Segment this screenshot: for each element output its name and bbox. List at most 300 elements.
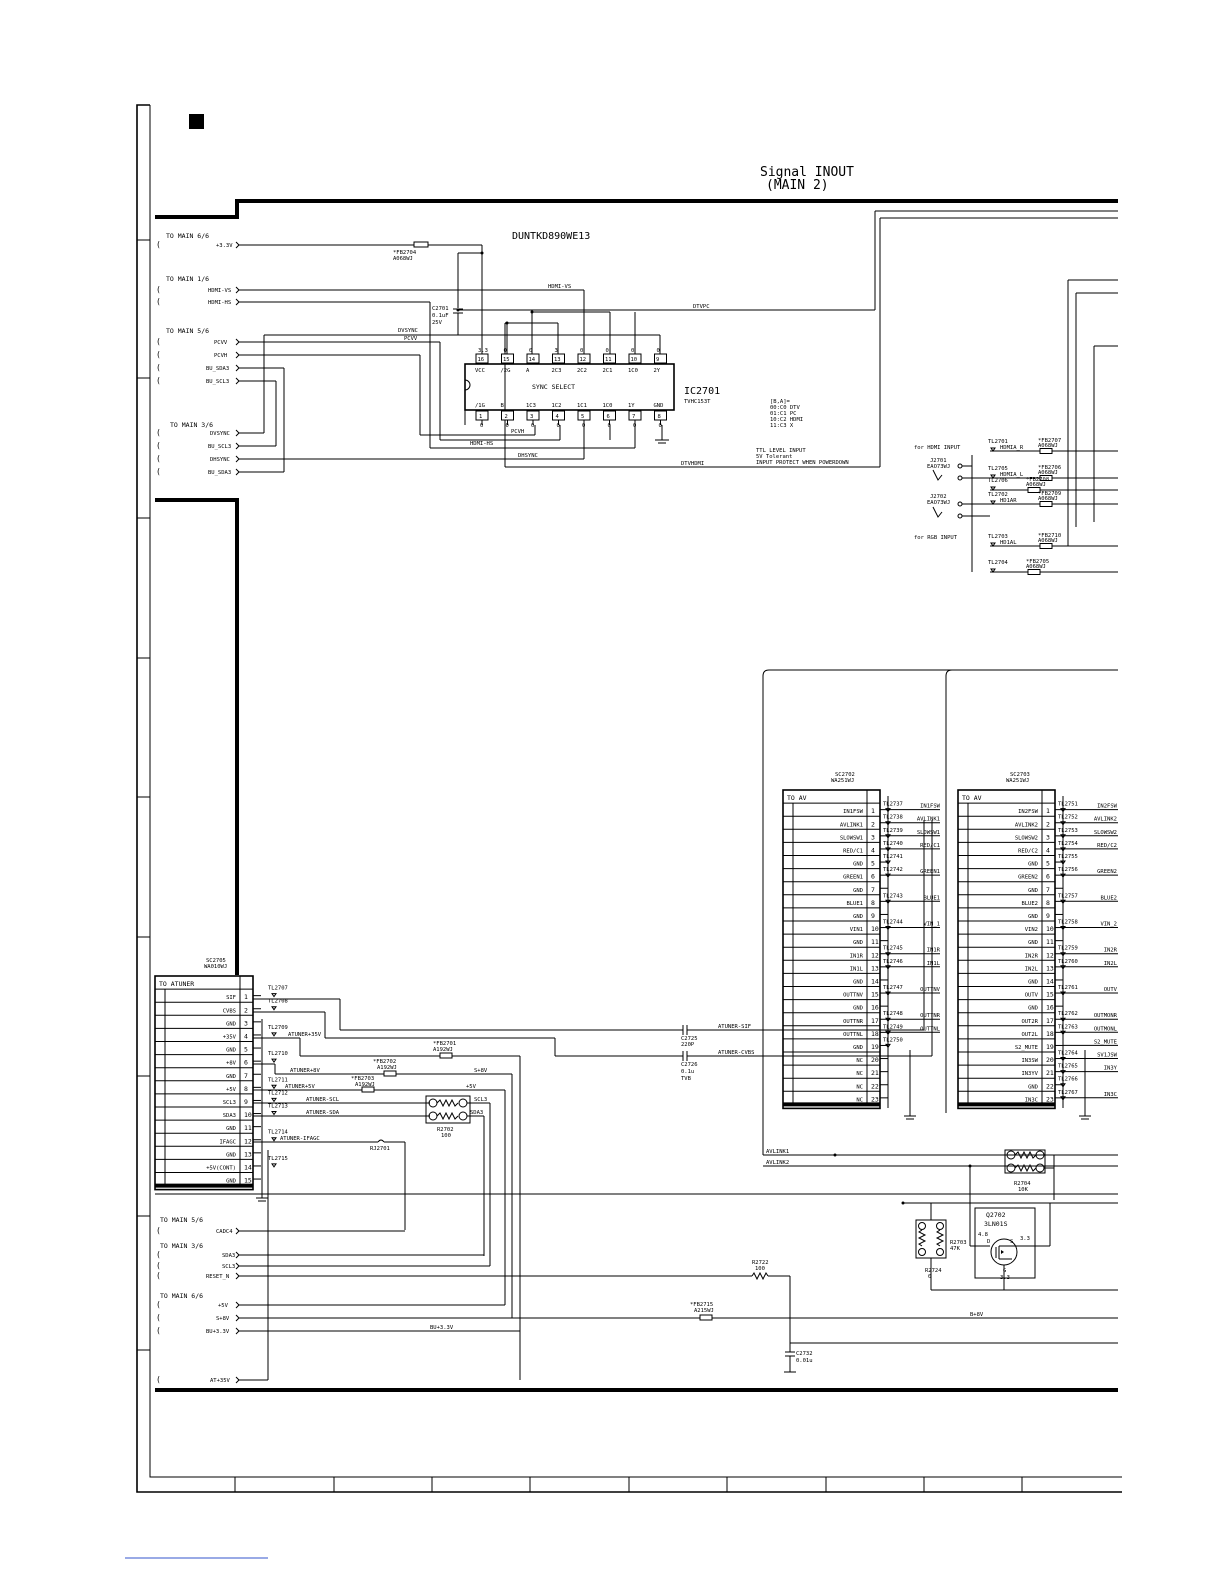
connector-header: TO ATUNER (159, 980, 195, 989)
svg-text:00:C0 DTV: 00:C0 DTV (770, 405, 800, 411)
connector-pin-name: OUTV (1024, 992, 1038, 999)
connector-pin-name: OUT2L (1021, 1031, 1038, 1038)
ic2701-pin-name: 1C1 (577, 403, 587, 409)
connector-pin-name: GND (853, 940, 863, 947)
net-label: IN2R (1103, 947, 1117, 954)
title-line2: (MAIN 2) (766, 178, 829, 193)
svg-text:DTVHDMI: DTVHDMI (681, 461, 705, 467)
title-line1: Signal INOUT (760, 165, 854, 180)
net-label: OUTTNL (920, 1026, 940, 1033)
ic2701-pin-name: 2C3 (551, 368, 562, 374)
svg-text:TVB: TVB (681, 1076, 691, 1082)
svg-text:(: ( (156, 441, 161, 450)
fb-ref: *FB2708 (1026, 477, 1050, 483)
tl-label: TL2759 (1058, 945, 1078, 952)
svg-text:(: ( (156, 376, 161, 385)
net-label: AVLINK1 (916, 816, 940, 823)
connector-pin-name: GND (226, 1126, 236, 1133)
svg-text:[B,A]=: [B,A]= (770, 399, 790, 405)
connector-pin-name: GND (853, 1005, 863, 1012)
connector-pin-number: 19 (1046, 1043, 1054, 1051)
fb-part: A068WJ (1026, 482, 1046, 488)
tl-label: TL2738 (883, 814, 903, 821)
svg-text:ATUNER-IFAGC: ATUNER-IFAGC (280, 1136, 320, 1142)
connector-pin-name: NC (856, 1097, 863, 1104)
left-connectors-bottom (156, 1150, 1118, 1384)
ic2701-pin-number: 2 (504, 414, 508, 420)
svg-text:0.1u: 0.1u (681, 1069, 695, 1075)
connector-pin-number: 10 (1046, 925, 1054, 934)
svg-text:+5V: +5V (218, 1303, 228, 1309)
tl-label: TL2760 (1058, 958, 1078, 965)
connector-pin-number: 6 (871, 872, 875, 881)
tl-label: TL2704 (988, 560, 1008, 566)
tl-label: TL2743 (883, 893, 903, 900)
tl-label: TL2750 (883, 1037, 903, 1044)
tl-label: TL2765 (1058, 1063, 1078, 1070)
component-fb2704 (393, 250, 417, 262)
net-label: IN1L (926, 960, 940, 967)
tl-label: TL2767 (1058, 1089, 1078, 1096)
svg-text:(: ( (156, 1326, 161, 1335)
connector-pin-number: 2 (244, 1006, 248, 1015)
svg-text:ATUNER+35V: ATUNER+35V (288, 1032, 322, 1038)
svg-text:AVLINK2: AVLINK2 (766, 1160, 790, 1166)
connector-pin-number: 14 (871, 977, 879, 986)
svg-text:SDA3: SDA3 (222, 1253, 236, 1259)
svg-text:PCVV: PCVV (214, 340, 228, 346)
connector-pin-name: GREEN1 (843, 874, 863, 881)
connector-pin-number: 11 (244, 1124, 252, 1133)
svg-text:BU+3.3V: BU+3.3V (430, 1325, 454, 1331)
connector-pin-name: SLOWSW1 (839, 835, 863, 842)
ic2701-pin-name: 1C0 (628, 368, 638, 374)
connector-pin-number: 6 (244, 1058, 248, 1067)
svg-text:DVSYNC: DVSYNC (210, 431, 230, 437)
net-label: VIN_2 (1100, 921, 1117, 928)
ic2701-pin-name: A (526, 368, 530, 374)
tl-label: TL2753 (1058, 827, 1078, 834)
connector-pin-number: 9 (1046, 912, 1050, 920)
connector-pin-number: 16 (1046, 1003, 1054, 1012)
svg-text:*FB2703: *FB2703 (351, 1076, 375, 1082)
svg-text:BU_SDA3: BU_SDA3 (206, 366, 230, 372)
svg-text:TO MAIN 6/6: TO MAIN 6/6 (166, 232, 210, 240)
connector-pin-name: BLUE1 (846, 900, 863, 907)
svg-text:0: 0 (928, 1274, 932, 1280)
fb-ref: *FB2710 (1038, 533, 1062, 539)
svg-text:(: ( (156, 1261, 161, 1270)
svg-text:DTVPC: DTVPC (693, 304, 710, 310)
svg-text:INPUT PROTECT WHEN POWERDOWN: INPUT PROTECT WHEN POWERDOWN (756, 460, 849, 466)
svg-text:(: ( (156, 337, 161, 346)
svg-text:S+8V: S+8V (474, 1068, 488, 1074)
connector-pin-number: 13 (1046, 964, 1054, 973)
ic2701-pin-name: 2C1 (602, 368, 613, 374)
tl-label: TL2706 (988, 478, 1008, 484)
connector-pin-name: GND (226, 1073, 236, 1080)
ic2701-pin-voltage: 0 (503, 348, 507, 354)
svg-text:4.8: 4.8 (978, 1232, 988, 1238)
svg-text:J2701: J2701 (930, 458, 947, 464)
svg-text:TO MAIN 5/6: TO MAIN 5/6 (166, 327, 210, 335)
connector-pin-number: 4 (1046, 846, 1050, 855)
connector-pin-name: GND (1028, 1005, 1038, 1012)
svg-text:CADC4: CADC4 (216, 1229, 233, 1235)
svg-text:0.1uF: 0.1uF (432, 313, 449, 319)
connector-pin-number: 16 (871, 1003, 879, 1012)
svg-text:HDMI-HS: HDMI-HS (470, 441, 494, 447)
ic2701-pin-voltage: 0 (633, 423, 637, 429)
svg-text:TVHC153T: TVHC153T (684, 399, 711, 405)
svg-text:100: 100 (441, 1133, 451, 1139)
ic2701-truth-table (770, 399, 803, 429)
tl-label: TL2745 (883, 945, 903, 952)
ic2701-pin-voltage: 0 (605, 348, 609, 354)
connector-body (958, 790, 1055, 1108)
svg-text:(: ( (156, 1375, 161, 1384)
svg-text:EAO73WJ: EAO73WJ (927, 464, 951, 470)
ic2701-pin-number: 6 (606, 414, 610, 420)
connector-pin-number: 8 (244, 1084, 248, 1093)
tl-label: TL2749 (883, 1024, 903, 1031)
tl-label: TL2751 (1058, 801, 1078, 808)
svg-text:01:C1 PC: 01:C1 PC (770, 411, 797, 417)
connector-pin-number: 3 (871, 833, 875, 842)
net-label: IN1R (926, 947, 940, 954)
connector-pin-number: 3 (244, 1019, 248, 1028)
svg-text:AT+35V: AT+35V (210, 1378, 230, 1384)
connector-pin-number: 15 (1046, 990, 1054, 999)
svg-text:R2724: R2724 (925, 1268, 942, 1274)
ic2701-pin-name: /1G (475, 403, 485, 409)
net-label: OUTTNV (920, 987, 940, 993)
tl-label: TL2705 (988, 466, 1008, 472)
tl-label: TL2710 (268, 1051, 288, 1058)
net-label: SV1JSW (1097, 1052, 1117, 1059)
tl-label: TL2762 (1058, 1011, 1078, 1018)
svg-text:WA251WJ: WA251WJ (831, 778, 855, 784)
svg-text:DHSYNC: DHSYNC (210, 457, 230, 463)
svg-text:HDMI-VS: HDMI-VS (208, 288, 232, 294)
connector-pin-number: 6 (1046, 872, 1050, 881)
connector-pin-name: IN2R (1024, 953, 1038, 960)
connector-pin-name: GND (853, 914, 863, 920)
connector-pin-number: 5 (244, 1045, 248, 1054)
svg-text:(: ( (156, 240, 161, 249)
connector-header: TO AV (787, 794, 807, 803)
svg-text:S: S (1010, 1239, 1014, 1245)
tl-label: TL2755 (1058, 854, 1078, 860)
connector-pin-number: 22 (1046, 1082, 1054, 1091)
svg-text:DVSYNC: DVSYNC (398, 328, 418, 334)
tl-label: TL2712 (268, 1090, 288, 1097)
connector-pin-number: 5 (871, 859, 875, 868)
svg-text:ATUNER+5V: ATUNER+5V (285, 1084, 315, 1090)
ic2701-pin-name: 2Y (653, 368, 661, 374)
tl-label: TL2758 (1058, 919, 1078, 926)
svg-text:BU_SDA3: BU_SDA3 (208, 470, 232, 476)
connector-pin-name: GND (1028, 887, 1038, 894)
tl-label: TL2752 (1058, 814, 1078, 821)
connector-pin-number: 13 (244, 1150, 252, 1159)
tl-label: TL2763 (1058, 1024, 1078, 1031)
connector-pin-name: OUTTNL (843, 1031, 863, 1038)
svg-text:(: ( (156, 297, 161, 306)
connector-pin-name: GND (226, 1178, 236, 1185)
connector-pin-number: 1 (871, 807, 875, 816)
sheet-frame (125, 105, 1122, 1558)
tl-label: TL2739 (883, 827, 903, 834)
svg-text:A192WJ: A192WJ (377, 1065, 397, 1071)
connector-pin-name: SCL3 (222, 1100, 236, 1106)
svg-text:TO MAIN 3/6: TO MAIN 3/6 (160, 1242, 204, 1250)
svg-text:*FB2704: *FB2704 (393, 250, 417, 256)
fb-part: A068WJ (1038, 496, 1058, 502)
svg-text:RESET_N: RESET_N (206, 1274, 230, 1280)
connector-pin-name: VIN1 (849, 927, 863, 934)
ic2701-pin-number: 16 (477, 357, 485, 363)
ic2701-note (756, 448, 849, 466)
connector-pin-number: 9 (871, 912, 875, 920)
connector-sc2702 (783, 772, 941, 1119)
tl-label: TL2713 (268, 1103, 288, 1110)
ic2701-pin-number: 13 (554, 357, 561, 363)
connector-pin-number: 4 (871, 846, 875, 855)
ic2701-pin-voltage: 0 (582, 423, 586, 429)
svg-text:SYNC SELECT: SYNC SELECT (532, 383, 576, 391)
svg-text:(: ( (156, 1250, 161, 1259)
svg-text:(: ( (156, 1300, 161, 1309)
component-c2701 (432, 306, 449, 326)
net-label: SLOWSW1 (916, 829, 940, 836)
connector-pin-number: 10 (871, 925, 879, 934)
fb-ref: *FB2705 (1026, 559, 1050, 565)
tl-label: TL2715 (268, 1155, 288, 1162)
ic2701-pin-voltage: 0 (480, 423, 484, 429)
ic2701-pin-voltage: 0 (656, 348, 660, 354)
connector-pin-name: IN2L (1024, 966, 1038, 973)
svg-text:(: ( (156, 285, 161, 294)
ic2701-pin-voltage: 3.3 (478, 348, 488, 354)
svg-text:S+8V: S+8V (216, 1316, 230, 1322)
svg-text:100: 100 (755, 1266, 765, 1272)
net-label: HDMIA_L (1000, 472, 1024, 478)
svg-text:J2702: J2702 (930, 494, 947, 500)
connector-pin-name: OUT2R (1021, 1018, 1038, 1025)
svg-text:G: G (1003, 1268, 1007, 1274)
connector-pin-number: 20 (1046, 1056, 1054, 1065)
svg-text:A068WJ: A068WJ (393, 256, 413, 262)
connector-pin-number: 11 (1046, 938, 1054, 947)
ic2701-pin-number: 4 (555, 414, 559, 420)
svg-text:*FB2702: *FB2702 (373, 1059, 397, 1065)
svg-text:DHSYNC: DHSYNC (518, 453, 538, 459)
connector-pin-name: +35V (222, 1034, 236, 1041)
connector-pin-number: 21 (871, 1069, 879, 1078)
connector-pin-name: GND (853, 861, 863, 868)
hdmi-rgb-input (914, 438, 1118, 575)
svg-text:+5V: +5V (466, 1084, 476, 1090)
tl-label: TL2746 (883, 958, 903, 965)
ic2701-pin-number: 12 (579, 357, 587, 363)
connector-pin-name: GND (226, 1152, 236, 1159)
tl-label: TL2707 (268, 985, 288, 992)
connector-pin-number: 2 (871, 820, 875, 829)
connector-pin-number: 7 (871, 885, 875, 894)
svg-text:C2732: C2732 (796, 1351, 813, 1357)
fb-ref: *FB2706 (1038, 465, 1062, 471)
svg-text:TO MAIN 5/6: TO MAIN 5/6 (160, 1216, 204, 1224)
connector-pin-name: GREEN2 (1018, 874, 1038, 881)
tl-label: TL2761 (1058, 985, 1078, 991)
svg-text:(: ( (156, 350, 161, 359)
ic2701-pin-number: 10 (630, 357, 638, 363)
tl-label: TL2766 (1058, 1076, 1078, 1083)
connector-pin-number: 22 (871, 1082, 879, 1091)
ic2701-pin-number: 1 (479, 414, 483, 420)
connector-pin-number: 14 (244, 1163, 252, 1172)
svg-text:BU_SCL3: BU_SCL3 (208, 444, 232, 450)
connector-pin-name: IN1FSW (843, 809, 863, 816)
connector-sc2703 (958, 772, 1118, 1119)
ic2701-pin-number: 11 (605, 357, 612, 363)
fb-ref: *FB2709 (1038, 491, 1062, 497)
net-label: VIN_1 (923, 921, 940, 928)
connector-pin-number: 23 (1046, 1095, 1054, 1104)
connector-pin-number: 12 (871, 951, 879, 960)
connector-pin-name: AVLINK1 (839, 822, 863, 829)
svg-text:PCVH: PCVH (511, 429, 525, 435)
svg-text:+3.3V: +3.3V (216, 243, 233, 249)
wires-tuner (253, 820, 932, 1380)
svg-text:(: ( (156, 1313, 161, 1322)
svg-text:BU_SCL3: BU_SCL3 (206, 379, 230, 385)
fb-part: A068WJ (1038, 470, 1058, 476)
connector-sc2705 (155, 958, 289, 1201)
tl-label: TL2741 (883, 854, 903, 860)
svg-text:A192WJ: A192WJ (433, 1047, 453, 1053)
ic2701-pin-name: GND (653, 403, 664, 409)
connector-pin-name: SIF (226, 995, 236, 1002)
tl-label: TL2702 (988, 492, 1008, 498)
svg-text:PCVV: PCVV (404, 336, 418, 342)
svg-text:AVLINK1: AVLINK1 (766, 1149, 790, 1155)
ic2701-pin-voltage: 0 (529, 348, 533, 354)
svg-text:R2703: R2703 (950, 1240, 967, 1246)
connector-pin-number: 3 (1046, 833, 1050, 842)
ic2701-pin-voltage: 0 (607, 423, 611, 429)
connector-pin-name: +5V(CONT) (206, 1165, 236, 1172)
svg-text:for HDMI INPUT: for HDMI INPUT (914, 445, 961, 451)
svg-text:TO MAIN 3/6: TO MAIN 3/6 (170, 421, 214, 429)
connector-pin-number: 1 (244, 993, 248, 1002)
svg-text:ATUNER-SCL: ATUNER-SCL (306, 1097, 340, 1103)
ic2701-pin-number: 15 (503, 357, 510, 363)
ic2701-pin-voltage: 0 (505, 423, 509, 429)
ic2701-pin-name: 1Y (628, 403, 635, 409)
svg-text:WA010WJ: WA010WJ (204, 964, 228, 970)
svg-text:10K: 10K (1018, 1187, 1028, 1193)
svg-text:PCVH: PCVH (214, 353, 228, 359)
connector-pin-name: OUTTNV (843, 992, 863, 999)
net-label: IN2L (1103, 960, 1117, 967)
svg-text:C2725: C2725 (681, 1036, 698, 1042)
net-label: IN1FSW (920, 803, 940, 810)
tl-label: TL2764 (1058, 1050, 1078, 1057)
svg-text:3.3: 3.3 (1000, 1275, 1010, 1281)
svg-text:R2722: R2722 (752, 1260, 769, 1266)
connector-pin-number: 15 (244, 1176, 252, 1185)
svg-text:C2726: C2726 (681, 1062, 698, 1068)
net-label: GREEN2 (1097, 869, 1117, 876)
connector-pin-name: +8V (226, 1060, 236, 1067)
svg-text:D: D (987, 1239, 991, 1245)
hdmi-input-row (988, 438, 1118, 454)
tl-label: TL2742 (883, 867, 903, 874)
svg-text:0.01u: 0.01u (796, 1358, 813, 1364)
svg-text:220P: 220P (681, 1042, 695, 1048)
connector-pin-name: IN3C (1024, 1097, 1038, 1104)
connector-pin-number: 4 (244, 1032, 248, 1041)
net-label: IN3C (1103, 1091, 1117, 1098)
net-label: AVLINK2 (1093, 816, 1117, 823)
svg-text:C2701: C2701 (432, 306, 449, 312)
connector-pin-number: 12 (244, 1137, 252, 1146)
ic2701-pin-number: 3 (530, 414, 534, 420)
connector-pin-name: S2_MUTE (1014, 1045, 1038, 1051)
svg-text:B+8V: B+8V (970, 1312, 984, 1318)
connector-pin-name: GND (853, 887, 863, 894)
ic2701-pin-name: 1C3 (526, 403, 536, 409)
svg-text:(: ( (156, 363, 161, 372)
connector-pin-number: 15 (871, 990, 879, 999)
net-label: OUTV (1103, 987, 1117, 993)
ic2701-pin-voltage: 0 (556, 423, 560, 429)
svg-text:*FB2715: *FB2715 (690, 1302, 714, 1308)
connector-pin-number: 20 (871, 1056, 879, 1065)
svg-text:TO MAIN 6/6: TO MAIN 6/6 (160, 1292, 204, 1300)
tl-label: TL2747 (883, 985, 903, 991)
fb-part: A068WJ (1026, 564, 1046, 570)
ic2701-pin-name: /2G (500, 368, 511, 374)
connector-pin-number: 8 (871, 898, 875, 907)
connector-pin-name: GND (1028, 861, 1038, 868)
connector-pin-name: GND (1028, 979, 1038, 986)
tl-label: TL2756 (1058, 867, 1078, 874)
connector-pin-name: CVBS (222, 1008, 236, 1015)
svg-text:(: ( (156, 467, 161, 476)
svg-text:SC2702: SC2702 (835, 772, 855, 778)
section-marker-icon (189, 114, 204, 129)
ic2701-pin-voltage: 3 (554, 348, 558, 354)
connector-pin-number: 8 (1046, 898, 1050, 907)
connector-pin-number: 9 (244, 1098, 248, 1106)
svg-text:SC2705: SC2705 (206, 958, 226, 964)
connector-pin-name: IN3SW (1021, 1058, 1038, 1065)
tl-label: TL2711 (268, 1077, 288, 1084)
connector-pin-name: GND (226, 1021, 236, 1028)
connector-pin-name: IN3YV (1021, 1071, 1038, 1078)
connector-pin-name: BLUE2 (1021, 900, 1038, 907)
fb-part: A068WJ (1038, 538, 1058, 544)
connector-pin-name: NC (856, 1058, 863, 1065)
ic2701-pin-name: 1C0 (602, 403, 613, 409)
svg-text:ATUNER-SIF: ATUNER-SIF (718, 1024, 752, 1030)
connector-pin-number: 13 (871, 964, 879, 973)
connector-pin-name: IN2FSW (1018, 809, 1038, 816)
connector-pin-number: 12 (1046, 951, 1054, 960)
